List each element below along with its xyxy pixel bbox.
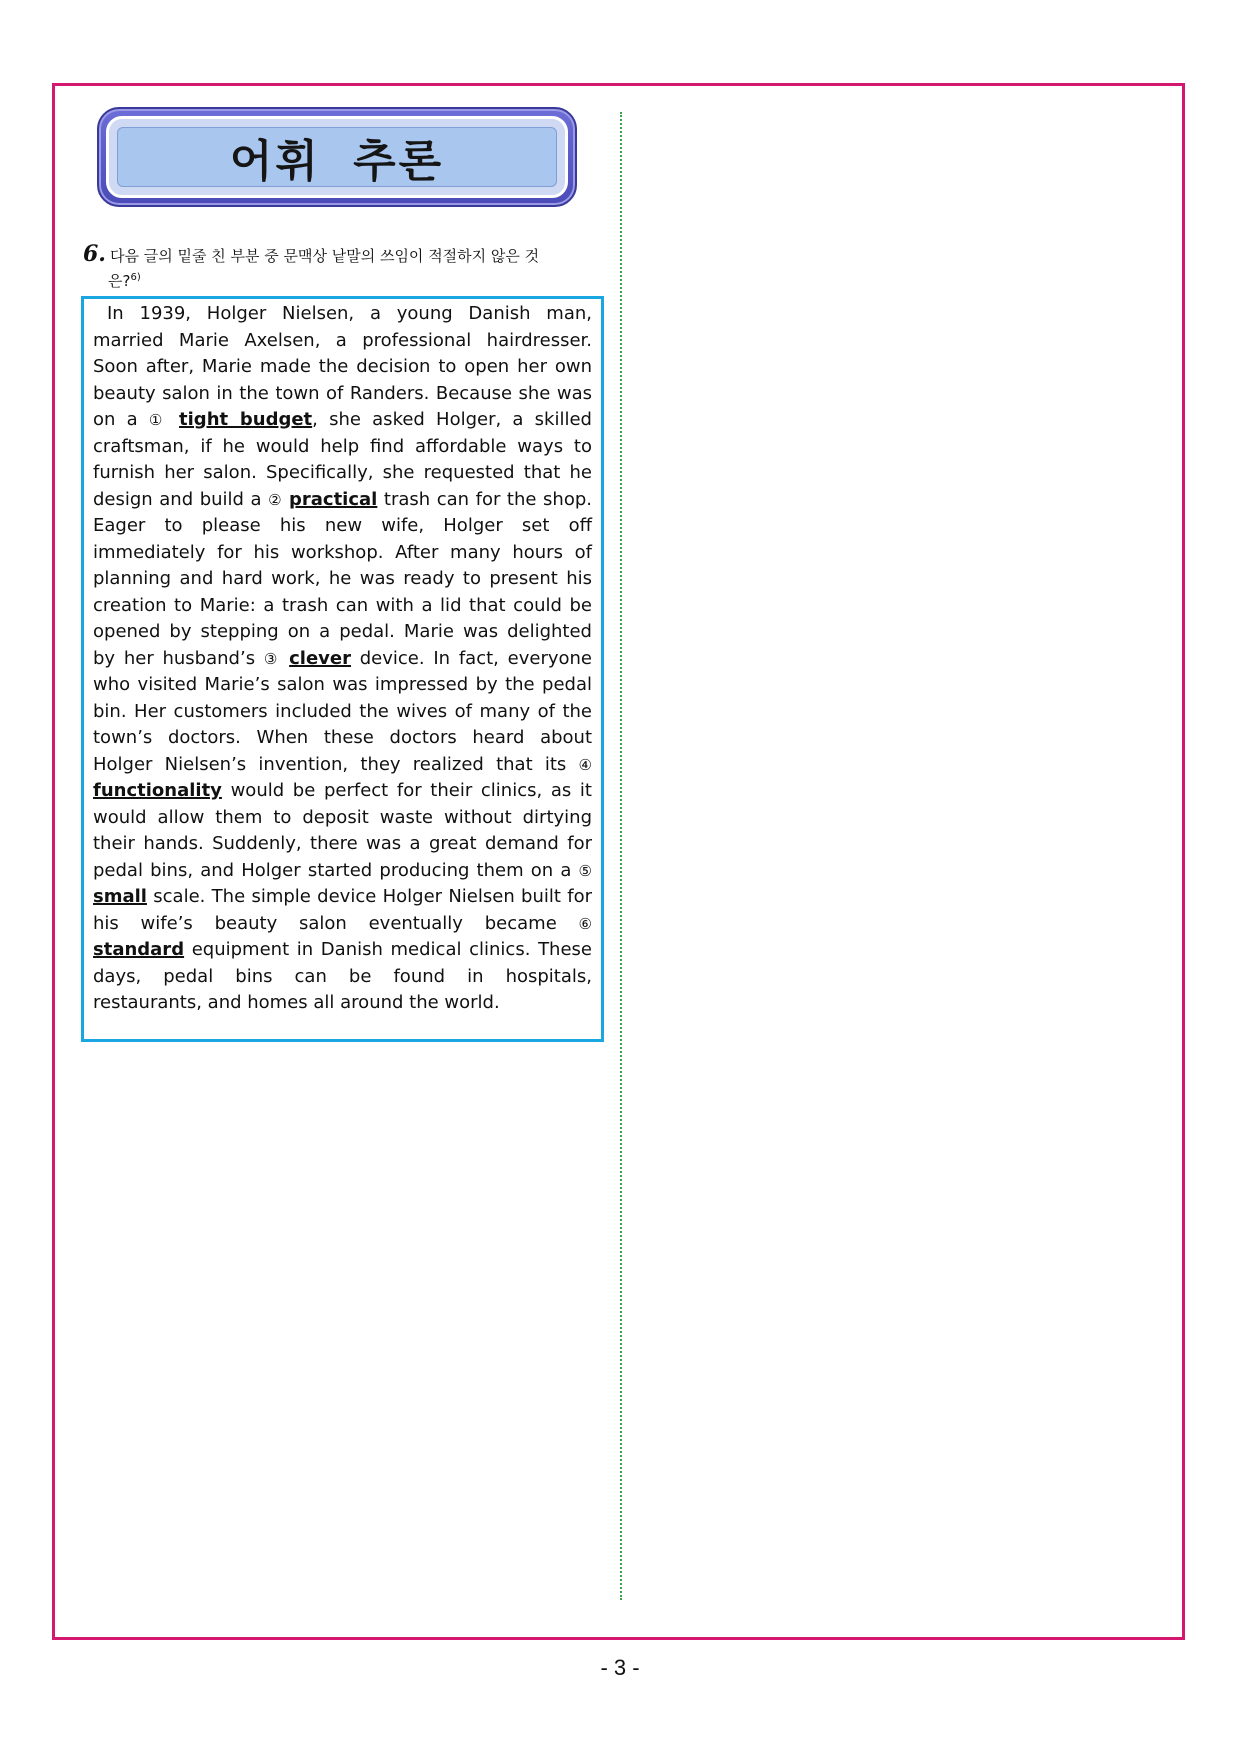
question-text-line2: 은? (108, 272, 131, 290)
section-title-inner (117, 127, 557, 187)
page-number: - 3 - (600, 1655, 640, 1680)
underlined-word-1: tight budget (179, 409, 313, 430)
choice-marker-3: ③ (263, 649, 281, 668)
passage-text (93, 301, 592, 1017)
underlined-word-6: standard (93, 939, 185, 960)
choice-marker-6: ⑥ (578, 914, 592, 933)
passage-box (81, 296, 604, 1042)
choice-marker-5: ⑤ (578, 861, 592, 880)
question-prompt (83, 243, 608, 267)
passage-segment: In 1939, Holger Nielsen, a young Danish man, married Marie Axelsen, a professional hairdresser. Soon after, Marie made the decision to open her own beauty salon in the town of Randers. Because she was on a (93, 303, 592, 430)
underlined-word-5: small (93, 886, 147, 907)
choice-marker-4: ④ (578, 755, 592, 774)
underlined-word-3: clever (289, 647, 351, 669)
question-prompt-continued (108, 268, 141, 291)
column-divider (620, 112, 622, 1600)
section-title: 어휘 추론 (229, 136, 445, 187)
passage-segment: trash can for the shop. Eager to please his new wife, Holger set off immediately for his workshop. After many hours of planning and hard work, he was ready to present his creation to Marie: a trash can with a lid that could be opened by stepping on a pedal. Marie was delighted by her husband’s (93, 488, 592, 669)
section-title-banner (97, 107, 577, 207)
underlined-word-4: functionality (93, 780, 222, 801)
passage-segment: device. In fact, everyone who visited Marie’s salon was impressed by the pedal bin. Her customers included the wives of many of the town’s doctors. When these doctors heard about Holger Nielsen’s invention, they realized that its (93, 647, 592, 775)
question-text-line1: 다음 글의 밑줄 친 부분 중 문맥상 낱말의 쓰임이 적절하지 않은 것 (109, 247, 540, 265)
choice-marker-2: ② (268, 490, 283, 509)
passage-segment: scale. The simple device Holger Nielsen built for his wife’s beauty salon eventually became (93, 886, 592, 934)
underlined-word-2: practical (288, 488, 378, 510)
passage-segment: would be perfect for their clinics, as it would allow them to deposit waste without dirtying their hands. Suddenly, there was a great demand for pedal bins, and Holger started producing them on a (93, 780, 592, 881)
passage-segment: , she asked Holger, a skilled craftsman, if he would help find affordable ways to furnish her salon. Specifically, she requested that he design and build a (93, 409, 592, 510)
passage-segment: equipment in Danish medical clinics. These days, pedal bins can be found in hospitals, restaurants, and homes all around the world. (93, 939, 592, 1013)
section-title-ring (106, 116, 568, 198)
question-number: 6. (83, 241, 106, 267)
choice-marker-1: ① (148, 411, 168, 429)
question-footnote: 6) (130, 272, 141, 283)
